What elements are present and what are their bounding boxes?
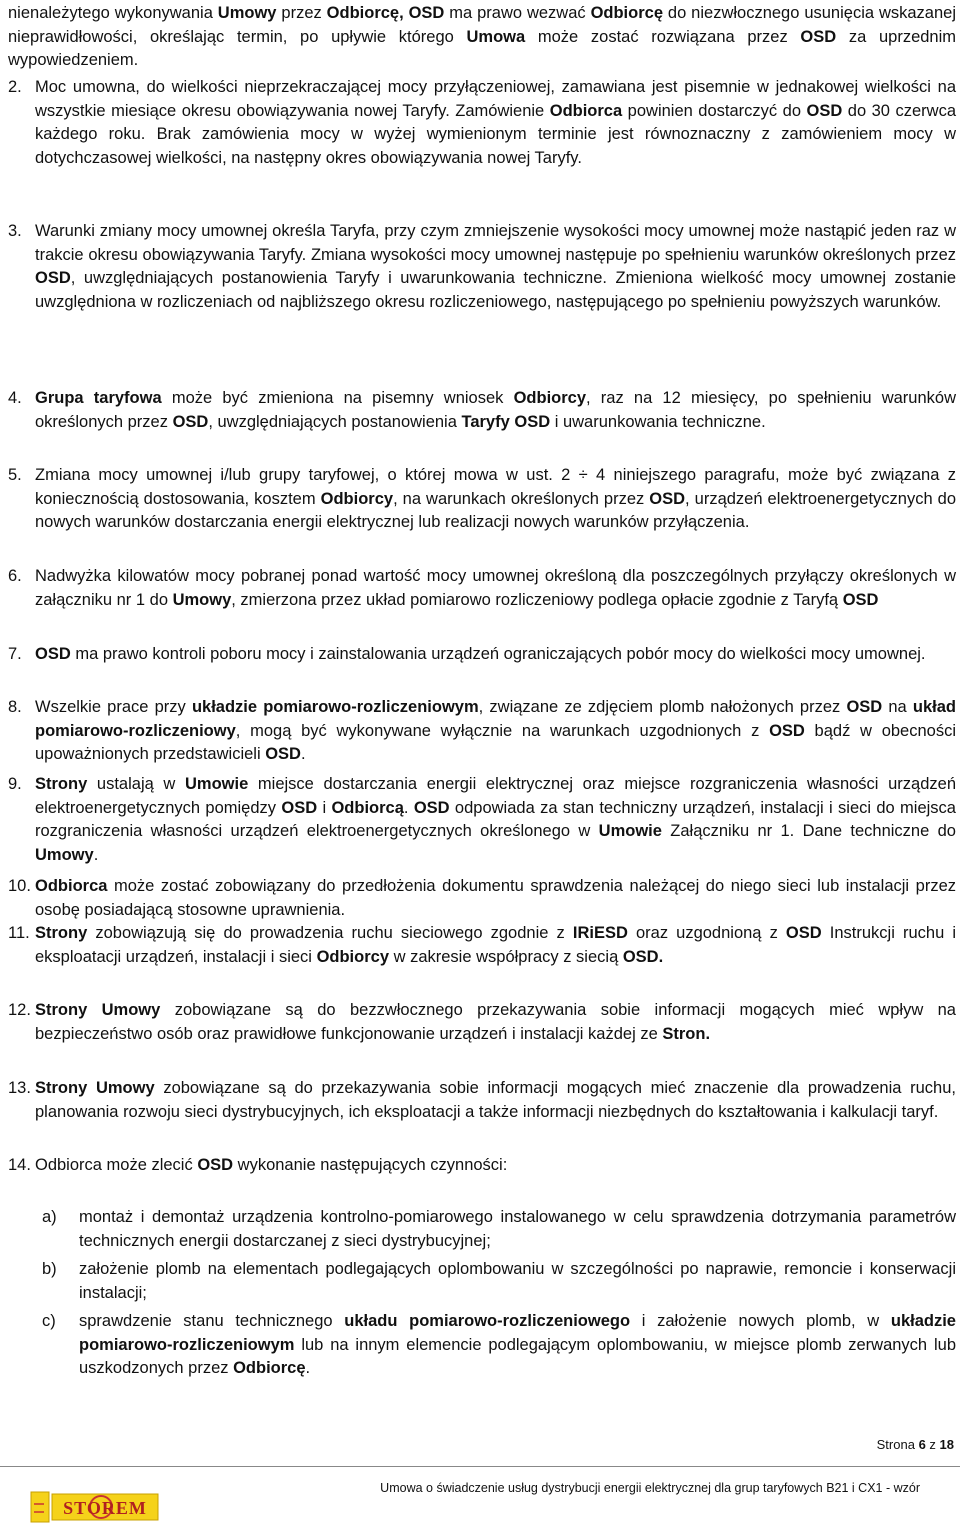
paragraph-3: Warunki zmiany mocy umownej określa Taryfa, przy czym zmniejszenie wysokości mocy umownej może nastąpić jeden raz w trakcie okresu obowiązywania Taryfy. Zmiana wysokości mocy umownej następuje po spełnieniu warunków określonych przez OSD, uwzględniających postanowienia Taryfy i uwarunkowania techniczne. Zmieniona wielkość mocy umownej zostanie uwzględniona w rozliczeniach od najbliższego okresu rozliczeniowego, następującego po spełnieniu powyższych warunków. xyxy=(35,222,956,311)
paragraph-14: Odbiorca może zlecić OSD wykonanie następujących czynności: xyxy=(35,1156,508,1174)
paragraph-number: 12. xyxy=(8,1001,31,1019)
paragraph-10: Odbiorca może zostać zobowiązany do przedłożenia dokumentu sprawdzenia należącej do niego sieci lub instalacji przez osobę posiadającą stosowne uprawnienia. xyxy=(35,877,956,919)
paragraph-4: Grupa taryfowa może być zmieniona na pisemny wniosek Odbiorcy, raz na 12 miesięcy, po spełnieniu warunków określonych przez OSD, uwzględniających postanowienia Taryfy OSD i uwarunkowania techniczne. xyxy=(35,389,956,431)
paragraph-7: OSD ma prawo kontroli poboru mocy i zainstalowania urządzeń ograniczających pobór mocy do wielkości mocy umownej. xyxy=(35,645,926,663)
paragraph-number: 9. xyxy=(8,775,22,793)
paragraph-5: Zmiana mocy umownej i/lub grupy taryfowej, o której mowa w ust. 2 ÷ 4 niniejszego paragrafu, może być związana z koniecznością dostosowania, kosztem Odbiorcy, na warunkach określonych przez OSD, urządzeń elektroenergetycznych do nowych warunków dostarczania energii elektrycznej lub realizacji nowych warunków przyłączenia. xyxy=(35,466,957,531)
list-letter: b) xyxy=(42,1260,57,1278)
paragraph-9: Strony ustalają w Umowie miejsce dostarczania energii elektrycznej oraz miejsce rozgraniczenia własności urządzeń elektroenergetycznych pomiędzy OSD i Odbiorcą. OSD odpowiada za stan techniczny urządzeń, instalacji i sieci do miejsca rozgraniczenia własności urządzeń elektroenergetycznych określonego w Umowie Załączniku nr 1. Dane techniczne do Umowy. xyxy=(35,775,956,864)
paragraph-12: Strony Umowy zobowiązane są do bezzwłocznego przekazywania sobie informacji mogących mieć wpływ na bezpieczeństwo osób oraz prawidłowe funkcjonowanie urządzeń i instalacji każdej ze Stron. xyxy=(35,1001,956,1043)
paragraph-number: 3. xyxy=(8,222,22,240)
paragraph-11: Strony zobowiązują się do prowadzenia ruchu sieciowego zgodnie z IRiESD oraz uzgodnioną z OSD Instrukcji ruchu i eksploatacji urządzeń, instalacji i sieci Odbiorcy w zakresie współpracy z siecią OSD. xyxy=(35,924,956,966)
list-letter: a) xyxy=(42,1208,57,1226)
paragraph-number: 7. xyxy=(8,645,22,663)
list-item-a: montaż i demontaż urządzenia kontrolno-pomiarowego instalowanego w celu sprawdzenia dotrzymania parametrów technicznych energii dostarczanej z sieci dystrybucyjnej; xyxy=(79,1208,956,1250)
paragraph-number: 6. xyxy=(8,567,22,585)
paragraph-number: 5. xyxy=(8,466,22,484)
paragraph-number: 4. xyxy=(8,389,22,407)
paragraph-number: 11. xyxy=(8,924,30,942)
paragraph-8: Wszelkie prace przy układzie pomiarowo-rozliczeniowym, związane ze zdjęciem plomb nałożonych przez OSD na układ pomiarowo-rozliczeniowy, mogą być wykonywane wyłącznie na warunkach uzgodnionych z OSD bądź w obecności upoważnionych przedstawicieli OSD. xyxy=(35,698,956,763)
list-item-c: sprawdzenie stanu technicznego układu pomiarowo-rozliczeniowego i założenie nowych plomb, w układzie pomiarowo-rozliczeniowym lub na innym elemencie podlegającym oplombowaniu, w miejsce plomb zerwanych lub uszkodzonych przez Odbiorcę. xyxy=(79,1312,956,1377)
paragraph-6: Nadwyżka kilowatów mocy pobranej ponad wartość mocy umownej określoną dla poszczególnych przyłączy określonych w załączniku nr 1 do Umowy, zmierzona przez układ pomiarowo rozliczeniowy podlega opłacie zgodnie z Taryfą OSD xyxy=(35,567,956,609)
paragraph-number: 8. xyxy=(8,698,22,716)
paragraph-number: 2. xyxy=(8,78,22,96)
footer-divider xyxy=(0,1466,960,1467)
page-number: Strona 6 z 18 xyxy=(876,1437,954,1452)
paragraph-2: Moc umowna, do wielkości nieprzekraczającej mocy przyłączeniowej, zamawiana jest pisemnie w jednakowej wielkości na wszystkie miesiące okresu obowiązywania nowej Taryfy. Zamówienie Odbiorca powinien dostarczyć do OSD do 30 czerwca każdego roku. Brak zamówienia mocy w wyżej wymienionym terminie jest równoznaczny z zamówieniem mocy w dotychczasowej wielkości, na następny okres obowiązywania nowej Taryfy. xyxy=(35,78,956,167)
footer-document-title: Umowa o świadczenie usług dystrybucji energii elektrycznej dla grup taryfowych B21 i CX1 - wzór xyxy=(380,1481,920,1495)
list-letter: c) xyxy=(42,1312,56,1330)
list-item-b: założenie plomb na elementach podlegających oplombowaniu w szczególności po naprawie, remoncie i konserwacji instalacji; xyxy=(79,1260,956,1302)
paragraph-number: 13. xyxy=(8,1079,31,1097)
paragraph-13: Strony Umowy zobowiązane są do przekazywania sobie informacji mogących mieć znaczenie dla prowadzenia ruchu, planowania rozwoju sieci dystrybucyjnych, ich eksploatacji a także informacji niezbędnych do kształtowania i kalkulacji taryf. xyxy=(35,1079,956,1121)
paragraph-intro: nienależytego wykonywania Umowy przez Odbiorcę, OSD ma prawo wezwać Odbiorcę do niezwłocznego usunięcia wskazanej nieprawidłowości, określając termin, po upływie którego Umowa może zostać rozwiązana przez OSD za uprzednim wypowiedzeniem. xyxy=(8,4,957,69)
paragraph-number: 10. xyxy=(8,877,31,895)
paragraph-number: 14. xyxy=(8,1156,31,1174)
logo-text: STOREM xyxy=(63,1498,147,1518)
storem-logo xyxy=(30,1490,160,1524)
